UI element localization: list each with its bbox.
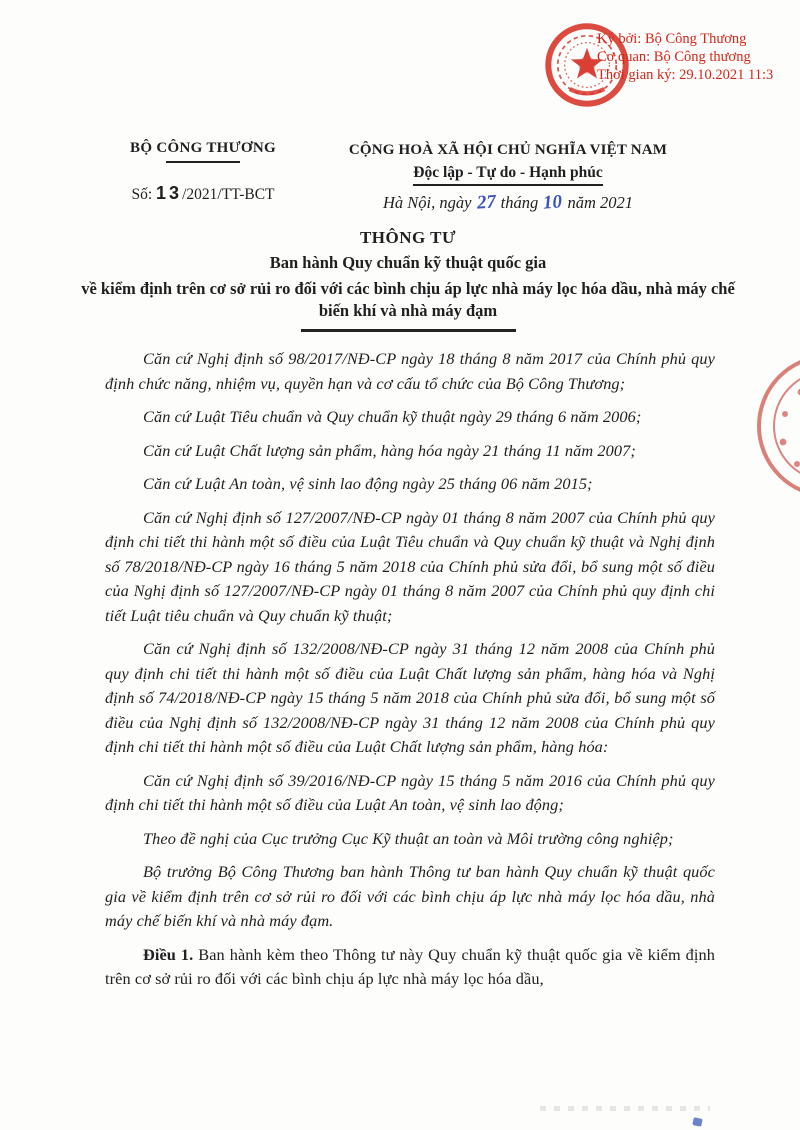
title-line2: về kiểm định trên cơ sở rủi ro đối với các bình chịu áp lực nhà máy lọc hóa dầu, nhà máy chế biến khí và nhà máy đạm bbox=[81, 279, 735, 320]
signature-signed-by: Ký bởi: Bộ Công Thương bbox=[597, 31, 747, 47]
title-line1: Ban hành Quy chuẩn kỹ thuật quốc gia bbox=[269, 253, 547, 272]
signature-agency: Cơ quan: Bộ Công thương bbox=[597, 49, 751, 65]
digital-signature-block bbox=[540, 18, 800, 108]
preamble-paragraphs bbox=[105, 347, 715, 934]
handwritten-day: 27 bbox=[475, 191, 497, 214]
article-1-paragraph bbox=[105, 943, 715, 992]
header-national-motto bbox=[318, 142, 698, 214]
doc-no-label: Số: bbox=[131, 186, 153, 203]
date-prefix: Hà Nội, ngày bbox=[382, 193, 472, 212]
org-underline bbox=[166, 161, 240, 163]
scan-noise-artifact bbox=[540, 1106, 710, 1111]
preamble-paragraph: Căn cứ Luật Tiêu chuẩn và Quy chuẩn kỹ thuật ngày 29 tháng 6 năm 2006; bbox=[143, 407, 642, 426]
document-title bbox=[80, 228, 736, 332]
preamble-paragraph: Căn cứ Luật An toàn, vệ sinh lao động ngày 25 tháng 06 năm 2015; bbox=[143, 474, 593, 493]
preamble-paragraph: Căn cứ Luật Chất lượng sản phẩm, hàng hóa ngày 21 tháng 11 năm 2007; bbox=[143, 440, 636, 460]
document-number bbox=[108, 183, 298, 204]
ink-mark-artifact bbox=[692, 1117, 702, 1127]
preamble-paragraph: Căn cứ Nghị định số 39/2016/NĐ-CP ngày 15 tháng 5 năm 2016 của Chính phủ quy định chi tiết thi hành một số điều của Luật An toàn, vệ sinh lao động; bbox=[105, 770, 715, 814]
article-1-text: Ban hành kèm theo Thông tư này Quy chuẩn kỹ thuật quốc gia về kiểm định trên cơ sở rủi ro đối với các bình chịu áp lực nhà máy lọc hóa dầu, bbox=[105, 944, 715, 988]
preamble-paragraph: Căn cứ Nghị định số 132/2008/NĐ-CP ngày 31 tháng 12 năm 2008 của Chính phủ quy định chi tiết thi hành một số điều của Luật Chất lượng sản phẩm, hàng hóa và Nghị định số 74/2018/NĐ-CP ngày 15 tháng 5 năm 2018 của Chính phủ sửa đổi, bổ sung một số điều của Nghị định số 132/2008/NĐ-CP ngày 31 tháng 12 năm 2008 của Chính phủ quy định chi tiết thi hành một số điều của Luật Chất lượng sản phẩm, hàng hóa: bbox=[105, 639, 715, 756]
motto-line1: CỘNG HOÀ XÃ HỘI CHỦ NGHĨA VIỆT NAM bbox=[348, 142, 668, 158]
doc-no-suffix: /2021/TT-BCT bbox=[182, 186, 275, 203]
signature-time: Thời gian ký: 29.10.2021 11:3 bbox=[597, 67, 774, 83]
doc-no-digits: 13 bbox=[156, 183, 183, 203]
header-issuing-org bbox=[108, 140, 298, 204]
article-1-label: Điều 1. bbox=[143, 944, 194, 964]
preamble-paragraph: Theo đề nghị của Cục trưởng Cục Kỹ thuật an toàn và Môi trường công nghiệp; bbox=[143, 828, 674, 848]
document-body bbox=[105, 347, 715, 1001]
title-underline bbox=[301, 329, 516, 332]
preamble-paragraph: Bộ trưởng Bộ Công Thương ban hành Thông tư ban hành Quy chuẩn kỹ thuật quốc gia về kiểm định trên cơ sở rủi ro đối với các bình chịu áp lực nhà máy lọc hóa dầu, nhà máy chế biến khí và nhà máy đạm. bbox=[105, 862, 715, 930]
preamble-paragraph: Căn cứ Nghị định số 98/2017/NĐ-CP ngày 18 tháng 8 năm 2017 của Chính phủ quy định chức năng, nhiệm vụ, quyền hạn và cơ cấu tổ chức của Bộ Công Thương; bbox=[105, 349, 715, 393]
place-date-line bbox=[318, 192, 698, 214]
date-thang: tháng bbox=[500, 193, 539, 212]
preamble-paragraph: Căn cứ Nghị định số 127/2007/NĐ-CP ngày 01 tháng 8 năm 2007 của Chính phủ quy định chi tiết thi hành một số điều của Luật Tiêu chuẩn và Quy chuẩn kỹ thuật và Nghị định số 78/2018/NĐ-CP ngày 16 tháng 5 năm 2018 của Chính phủ sửa đổi, bổ sung một số điều của Nghị định số 127/2007/NĐ-CP ngày 01 tháng 8 năm 2007 của Chính phủ quy định chi tiết Luật tiêu chuẩn và Quy chuẩn kỹ thuật; bbox=[105, 507, 715, 625]
date-suffix: năm 2021 bbox=[567, 193, 634, 212]
org-name: BỘ CÔNG THƯƠNG bbox=[130, 140, 276, 156]
motto-line2: Độc lập - Tự do - Hạnh phúc bbox=[413, 164, 602, 186]
official-round-stamp bbox=[755, 352, 800, 500]
handwritten-month: 10 bbox=[542, 191, 564, 214]
title-kind: THÔNG TƯ bbox=[359, 228, 457, 247]
